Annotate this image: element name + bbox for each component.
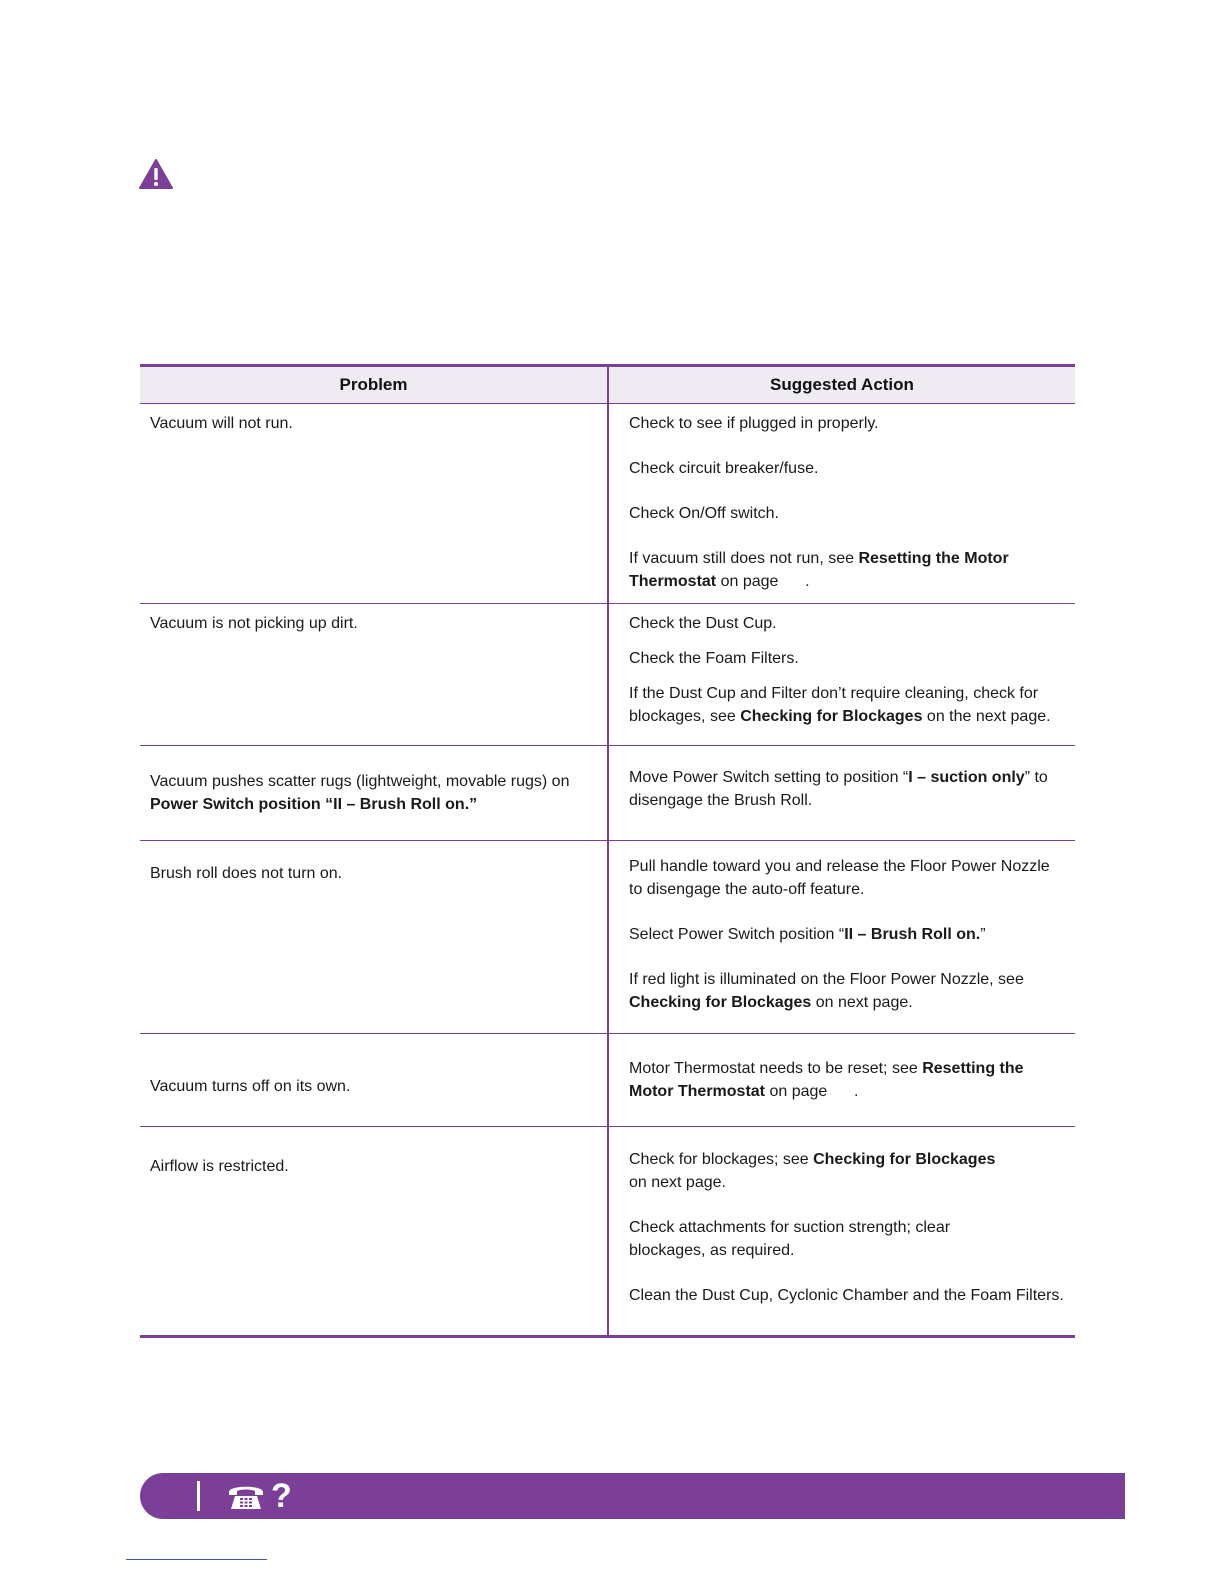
- header-suggested-action: Suggested Action: [608, 367, 1075, 404]
- problem-cell: [140, 1127, 608, 1335]
- problem-cell: [140, 746, 608, 841]
- problem-text: Vacuum turns off on its own.: [150, 1077, 351, 1095]
- action-text: Check to see if plugged in properly.: [629, 415, 879, 432]
- reference-bold: Resetting the Motor Thermostat: [629, 550, 1009, 590]
- action-text: Check the Dust Cup.: [629, 615, 777, 632]
- action-text: If red light is illuminated on the Floor Power Nozzle, see Checking for Blockages on next page.: [629, 971, 1024, 1011]
- bottom-link-rule: [126, 1559, 267, 1560]
- action-cell: [608, 1127, 1075, 1335]
- header-problem: Problem: [140, 367, 608, 404]
- action-text: Pull handle toward you and release the Floor Power Nozzle to disengage the auto-off feature.: [629, 858, 1050, 898]
- action-cell: [608, 746, 1075, 841]
- setting-bold: I – suction only: [908, 769, 1025, 786]
- reference-bold: Checking for Blockages: [813, 1151, 996, 1168]
- action-text: Check the Foam Filters.: [629, 650, 799, 667]
- problem-text: Vacuum pushes scatter rugs (lightweight, movable rugs) on Power Switch position “II – Brush Roll on.”: [150, 773, 570, 813]
- action-text: Check attachments for suction strength; clear blockages, as required.: [629, 1219, 951, 1259]
- table-row: [140, 746, 1075, 841]
- reference-bold: Checking for Blockages: [629, 994, 812, 1011]
- footer-bar: [140, 1473, 1125, 1519]
- problem-cell: [140, 1034, 608, 1127]
- table-row: [140, 1127, 1075, 1335]
- table-header-row: [140, 367, 1075, 404]
- problem-text: Airflow is restricted.: [150, 1158, 289, 1175]
- table-row: [140, 604, 1075, 746]
- action-text: If vacuum still does not run, see Resetting the Motor Thermostat on page .: [629, 550, 1009, 590]
- problem-cell: [140, 604, 608, 746]
- table-row: [140, 841, 1075, 1034]
- reference-bold: Resetting the Motor Thermostat: [629, 1060, 1024, 1100]
- action-text: Check On/Off switch.: [629, 505, 779, 522]
- troubleshooting-table: [140, 364, 1075, 1338]
- power-switch-bold: Power Switch position “II – Brush Roll on.”: [150, 796, 478, 813]
- action-cell: [608, 841, 1075, 1034]
- action-text: Check circuit breaker/fuse.: [629, 460, 819, 477]
- action-cell: [608, 604, 1075, 746]
- action-cell: [608, 404, 1075, 604]
- problem-cell: [140, 404, 608, 604]
- action-text: Check for blockages; see Checking for Blockages on next page.: [629, 1151, 996, 1191]
- footer-divider: [197, 1481, 200, 1511]
- table-row: [140, 1034, 1075, 1127]
- table-row: [140, 404, 1075, 604]
- action-text: Select Power Switch position “II – Brush Roll on.”: [629, 926, 986, 943]
- reference-bold: Checking for Blockages: [740, 708, 923, 725]
- action-cell: [608, 1034, 1075, 1127]
- problem-cell: [140, 841, 608, 1034]
- setting-bold: II – Brush Roll on.: [844, 926, 981, 943]
- problem-text: Brush roll does not turn on.: [150, 865, 343, 882]
- problem-text: Vacuum is not picking up dirt.: [150, 615, 358, 632]
- telephone-icon: [226, 1481, 266, 1511]
- action-text: If the Dust Cup and Filter don’t require cleaning, check for blockages, see Checking for Blockages on the next page.: [629, 685, 1051, 725]
- question-mark-icon: ?: [271, 1477, 292, 1515]
- action-text: Motor Thermostat needs to be reset; see Resetting the Motor Thermostat on page .: [629, 1060, 1024, 1100]
- action-text: Move Power Switch setting to position “I – suction only” to disengage the Brush Roll.: [629, 769, 1048, 809]
- problem-text: Vacuum will not run.: [150, 415, 293, 432]
- action-text: Clean the Dust Cup, Cyclonic Chamber and the Foam Filters.: [629, 1287, 1064, 1304]
- warning-triangle-icon: [139, 159, 173, 189]
